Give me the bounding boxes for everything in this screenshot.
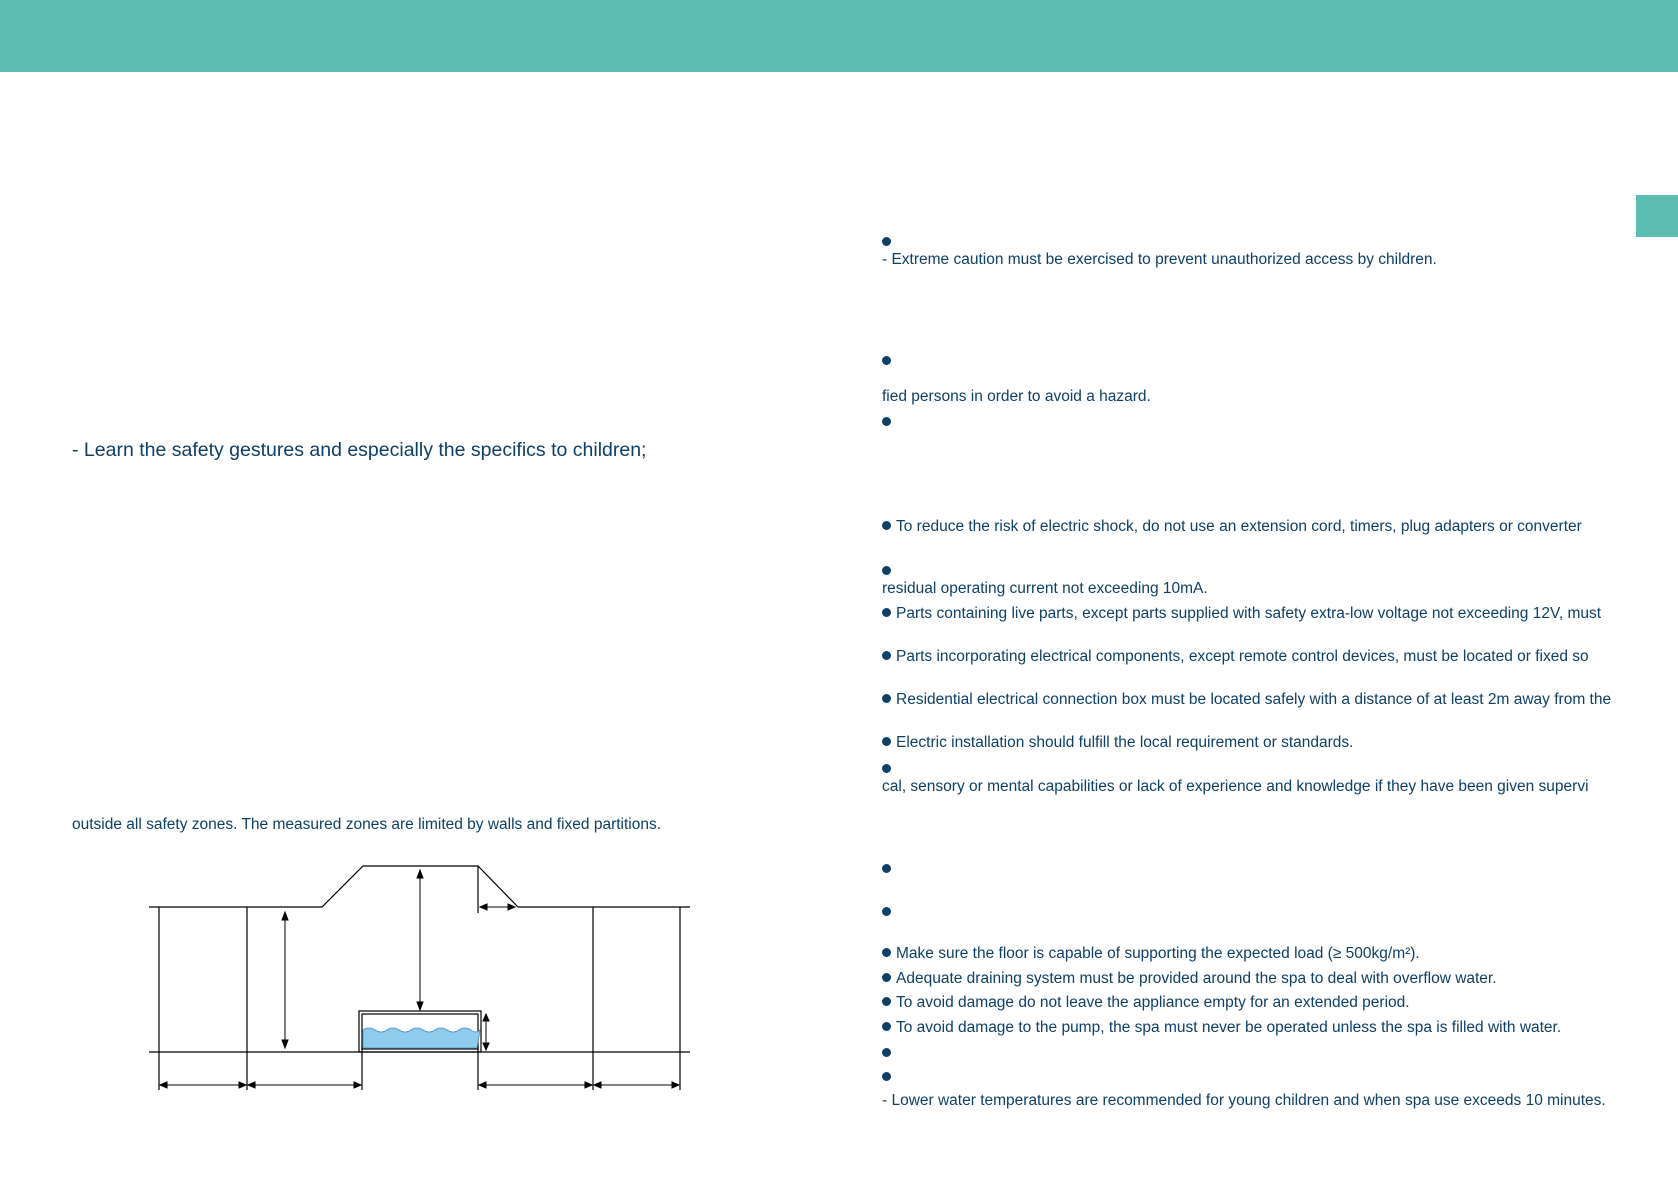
- water-temp-text: - Lower water temperatures are recommended for young children and when spa use exceeds 10 minutes.: [882, 1092, 1606, 1109]
- arrow-head: [160, 1082, 167, 1088]
- arrow-head: [248, 1082, 255, 1088]
- bullet-local-standards: [882, 734, 1353, 752]
- bullet-marker: [882, 864, 891, 873]
- safety-zones-diagram: [140, 858, 700, 1098]
- residual-current-text: residual operating current not exceeding 10mA.: [882, 580, 1208, 597]
- bullet-dot: [882, 997, 891, 1006]
- bullet-marker: [882, 1072, 891, 1081]
- children-caution-text: - Extreme caution must be exercised to prevent unauthorized access by children.: [882, 251, 1437, 268]
- arrow-head: [282, 1040, 288, 1048]
- side-tab-marker: [1636, 195, 1678, 237]
- bullet-live-parts: [882, 605, 1601, 623]
- bullet-marker: [882, 907, 891, 916]
- arrow-head: [417, 870, 423, 878]
- pump-damage-text: To avoid damage to the pump, the spa must never be operated unless the spa is filled with water.: [896, 1019, 1562, 1036]
- bullet-marker: [882, 356, 891, 365]
- arrow-head: [417, 1002, 423, 1010]
- empty-period-text: To avoid damage do not leave the appliance empty for an extended period.: [896, 994, 1410, 1011]
- electrical-components-text: Parts incorporating electrical components, except remote control devices, must be located or fixed so: [896, 648, 1589, 665]
- bullet-dot: [882, 694, 891, 703]
- bullet-dot: [882, 521, 891, 530]
- ceiling-slope-right: [478, 866, 518, 907]
- extension-cord-text: To reduce the risk of electric shock, do not use an extension cord, timers, plug adapters or converter: [896, 518, 1582, 535]
- bullet-extension-cord: [882, 518, 1582, 536]
- arrow-head: [585, 1082, 592, 1088]
- bullet-connection-box: [882, 691, 1611, 709]
- connection-box-text: Residential electrical connection box must be located safely with a distance of at least 2m away from the: [896, 691, 1612, 708]
- spa-water: [363, 1028, 480, 1048]
- arrow-head: [483, 1043, 489, 1050]
- bullet-pump-damage: [882, 1019, 1561, 1037]
- bullet-dot: [882, 737, 891, 746]
- arrow-head: [282, 912, 288, 920]
- arrow-head: [239, 1082, 246, 1088]
- bullet-draining: [882, 970, 1497, 988]
- bullet-dot: [882, 608, 891, 617]
- capabilities-text: cal, sensory or mental capabilities or lack of experience and knowledge if they have been given supervi: [882, 778, 1589, 795]
- bullet-marker: [882, 566, 891, 575]
- arrow-head: [480, 904, 487, 910]
- bullet-electrical-components: [882, 648, 1589, 666]
- bullet-dot: [882, 1022, 891, 1031]
- live-parts-text: Parts containing live parts, except parts supplied with safety extra-low voltage not exceeding 12V, must: [896, 605, 1602, 622]
- bullet-dot: [882, 651, 891, 660]
- local-standards-text: Electric installation should fulfill the local requirement or standards.: [896, 734, 1354, 751]
- bullet-dot: [882, 973, 891, 982]
- arrow-head: [508, 904, 515, 910]
- bullet-floor-load: [882, 945, 1420, 963]
- bullet-marker: [882, 417, 891, 426]
- bullet-empty-period: [882, 994, 1410, 1012]
- bullet-marker: [882, 1048, 891, 1057]
- arrow-head: [672, 1082, 679, 1088]
- bullet-dot: [882, 948, 891, 957]
- arrow-head: [594, 1082, 601, 1088]
- arrow-head: [354, 1082, 361, 1088]
- safety-zones-text: outside all safety zones. The measured zones are limited by walls and fixed partitions.: [72, 816, 662, 833]
- bullet-marker: [882, 764, 891, 773]
- arrow-head: [479, 1082, 486, 1088]
- bullet-marker: [882, 237, 891, 246]
- safety-gestures-text: - Learn the safety gestures and especially the specifics to children;: [72, 439, 647, 461]
- arrow-head: [483, 1014, 489, 1021]
- floor-load-text: Make sure the floor is capable of supporting the expected load (≥ 500kg/m²).: [896, 945, 1420, 962]
- ceiling-profile: [149, 866, 478, 913]
- qualified-persons-text: fied persons in order to avoid a hazard.: [882, 388, 1151, 405]
- header-band: [0, 0, 1678, 72]
- draining-text: Adequate draining system must be provided around the spa to deal with overflow water.: [896, 970, 1497, 987]
